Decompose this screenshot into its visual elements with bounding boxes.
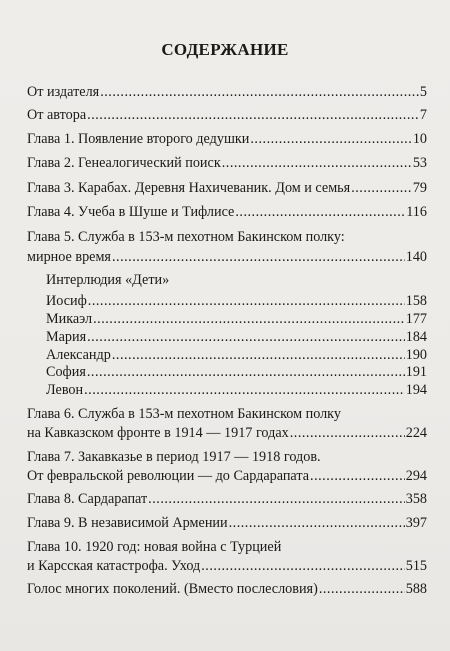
toc-entry-title: Глава 8. Сардарапат bbox=[27, 491, 148, 507]
leader-dots bbox=[100, 84, 419, 101]
toc-entry-title-line1: Глава 10. 1920 год: новая война с Турцией bbox=[27, 539, 282, 555]
toc-entry-title: Иосиф bbox=[46, 293, 87, 309]
toc-entry-author[interactable] bbox=[27, 107, 427, 124]
leader-dots bbox=[250, 131, 411, 148]
toc-page-number: 116 bbox=[406, 204, 427, 220]
leader-dots bbox=[88, 293, 405, 310]
toc-entry-chapter-8[interactable] bbox=[27, 491, 427, 508]
toc-entry-title: От февральской революции — до Сардарапата bbox=[27, 468, 310, 484]
interlude-title: Интерлюдия «Дети» bbox=[46, 272, 170, 288]
leader-dots bbox=[235, 204, 405, 221]
toc-entry-title: Глава 1. Появление второго дедушки bbox=[27, 131, 250, 147]
toc-entry-chapter-5[interactable] bbox=[27, 229, 427, 266]
toc-entry-title: Мария bbox=[46, 329, 87, 345]
toc-entry-title: Александр bbox=[46, 347, 111, 363]
toc-entry-afterword[interactable] bbox=[27, 581, 427, 598]
toc-entry-title: Глава 3. Карабах. Деревня Нахичеваник. Дом и семья bbox=[27, 180, 351, 196]
toc-entry-chapter-2[interactable] bbox=[27, 155, 427, 172]
toc-entry-title: София bbox=[46, 364, 86, 380]
toc-entry-title-line1: Глава 7. Закавказье в период 1917 — 1918 годов. bbox=[27, 449, 321, 465]
leader-dots bbox=[310, 468, 405, 485]
leader-dots bbox=[319, 581, 405, 598]
toc-subentry-sofia[interactable] bbox=[46, 364, 427, 381]
leader-dots bbox=[351, 180, 412, 197]
toc-page-number: 5 bbox=[419, 84, 427, 100]
toc-entry-title-line1: Глава 5. Служба в 153-м пехотном Бакинском полку: bbox=[27, 229, 345, 245]
toc-subentry-levon[interactable] bbox=[46, 382, 427, 399]
toc-subentry-mikael[interactable] bbox=[46, 311, 427, 328]
toc-entry-title: Глава 4. Учеба в Шуше и Тифлисе bbox=[27, 204, 235, 220]
leader-dots bbox=[87, 364, 405, 381]
toc-entry-title: Микаэл bbox=[46, 311, 93, 327]
toc-entry-title: на Кавказском фронте в 1914 — 1917 годах bbox=[27, 425, 289, 441]
toc-entry-title: и Карсская катастрофа. Уход bbox=[27, 558, 201, 574]
toc-page-number: 191 bbox=[405, 364, 427, 380]
page-title: СОДЕРЖАНИЕ bbox=[161, 40, 289, 59]
leader-dots bbox=[112, 347, 405, 364]
toc-entry-chapter-3[interactable] bbox=[27, 180, 427, 197]
toc-page-number: 515 bbox=[405, 558, 427, 574]
leader-dots bbox=[229, 515, 405, 532]
toc-page-number: 177 bbox=[405, 311, 427, 327]
toc-entry-title: Глава 2. Генеалогический поиск bbox=[27, 155, 221, 171]
toc-entry-chapter-6[interactable] bbox=[27, 406, 427, 442]
toc-page-number: 7 bbox=[419, 107, 427, 123]
toc-entry-title: Голос многих поколений. (Вместо послесловия) bbox=[27, 581, 318, 597]
toc-entry-chapter-1[interactable] bbox=[27, 131, 427, 148]
leader-dots bbox=[222, 155, 412, 172]
leader-dots bbox=[93, 311, 405, 328]
toc-page-number: 79 bbox=[412, 180, 427, 196]
toc-page-number: 294 bbox=[405, 468, 427, 484]
toc-page-number: 53 bbox=[412, 155, 427, 171]
toc-page-number: 190 bbox=[405, 347, 427, 363]
toc-page-number: 397 bbox=[405, 515, 427, 531]
toc-subentry-alexander[interactable] bbox=[46, 347, 427, 364]
toc-page-number: 184 bbox=[405, 329, 427, 345]
leader-dots bbox=[87, 107, 419, 124]
toc-entry-title: От издателя bbox=[27, 84, 100, 100]
toc-entry-title: От автора bbox=[27, 107, 87, 123]
toc-page-number: 194 bbox=[405, 382, 427, 398]
leader-dots bbox=[84, 382, 405, 399]
toc-entry-title: мирное время bbox=[27, 249, 111, 265]
toc-entry-chapter-4[interactable] bbox=[27, 204, 427, 221]
toc-page-number: 158 bbox=[405, 293, 427, 309]
toc-entry-chapter-9[interactable] bbox=[27, 515, 427, 532]
toc-page-number: 224 bbox=[405, 425, 427, 441]
toc-page-number: 358 bbox=[405, 491, 427, 507]
toc-subentry-iosif[interactable] bbox=[46, 293, 427, 310]
leader-dots bbox=[112, 249, 405, 266]
toc-page-number: 140 bbox=[405, 249, 427, 265]
leader-dots bbox=[87, 329, 405, 346]
toc-page-number: 588 bbox=[405, 581, 427, 597]
leader-dots bbox=[290, 425, 405, 442]
toc-entry-title: Глава 9. В независимой Армении bbox=[27, 515, 228, 531]
toc-subentry-maria[interactable] bbox=[46, 329, 427, 346]
toc-entry-chapter-10[interactable] bbox=[27, 539, 427, 575]
toc-entry-chapter-7[interactable] bbox=[27, 449, 427, 485]
toc-entry-title: Левон bbox=[46, 382, 84, 398]
toc-entry-title-line1: Глава 6. Служба в 153-м пехотном Бакинском полку bbox=[27, 406, 341, 422]
leader-dots bbox=[201, 558, 404, 575]
toc-entry-publisher[interactable] bbox=[27, 84, 427, 101]
toc-page-number: 10 bbox=[412, 131, 427, 147]
leader-dots bbox=[148, 491, 405, 508]
